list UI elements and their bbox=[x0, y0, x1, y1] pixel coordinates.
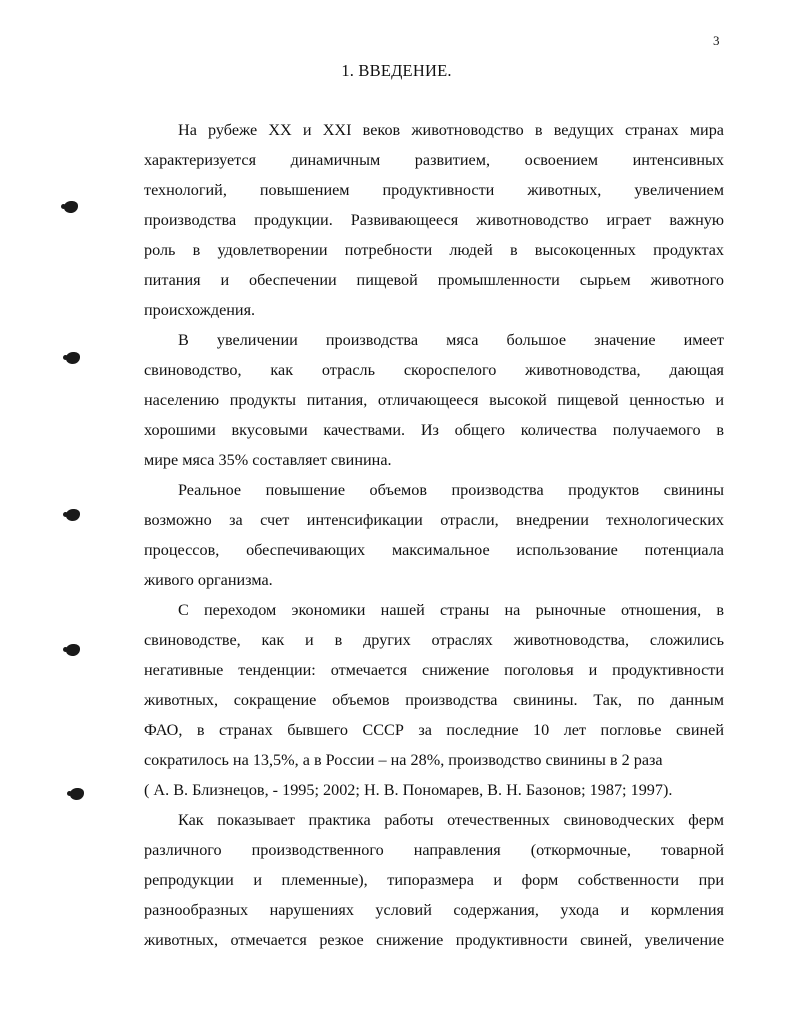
paragraph-1 bbox=[144, 115, 724, 325]
text-line: питания и обеспечении пищевой промышленности сырьем животного bbox=[144, 271, 724, 289]
text-line: хорошими вкусовыми качествами. Из общего количества получаемого в bbox=[144, 421, 724, 439]
text-line: свиноводстве, как и в других отраслях животноводства, сложились bbox=[144, 631, 724, 649]
punch-hole-mark bbox=[64, 201, 78, 213]
text-line: репродукции и племенные), типоразмера и форм собственности при bbox=[144, 871, 724, 889]
text-line: процессов, обеспечивающих максимальное использование потенциала bbox=[144, 541, 724, 559]
page-number: 3 bbox=[713, 33, 720, 48]
text-line: характеризуется динамичным развитием, освоением интенсивных bbox=[144, 151, 724, 169]
page-title: 1. ВВЕДЕНИЕ. bbox=[341, 61, 452, 80]
text-line: разнообразных нарушениях условий содержания, ухода и кормления bbox=[144, 901, 724, 919]
punch-hole-mark bbox=[66, 644, 80, 656]
text-line: свиноводство, как отрасль скороспелого животноводства, дающая bbox=[144, 361, 724, 379]
citation-line: ( А. В. Близнецов, - 1995; 2002; Н. В. Пономарев, В. Н. Базонов; 1987; 1997). bbox=[144, 781, 673, 799]
text-line: сократилось на 13,5%, а в России – на 28%, производство свинины в 2 раза bbox=[144, 751, 663, 769]
text-line: живого организма. bbox=[144, 571, 273, 589]
text-line: животных, отмечается резкое снижение продуктивности свиней, увеличение bbox=[144, 931, 724, 949]
text-line: производства продукции. Развивающееся животноводство играет важную bbox=[144, 211, 724, 229]
text-line: населению продукты питания, отличающееся высокой пищевой ценностью и bbox=[144, 391, 724, 409]
text-line: возможно за счет интенсификации отрасли, внедрении технологических bbox=[144, 511, 724, 529]
paragraph-4 bbox=[144, 595, 724, 805]
paragraph-2 bbox=[144, 325, 724, 475]
text-line: технологий, повышением продуктивности животных, увеличением bbox=[144, 181, 724, 199]
paragraph-3 bbox=[144, 475, 724, 595]
text-line: Как показывает практика работы отечественных свиноводческих ферм bbox=[178, 811, 724, 829]
text-line: С переходом экономики нашей страны на рыночные отношения, в bbox=[178, 601, 724, 619]
punch-hole-mark bbox=[66, 509, 80, 521]
text-line: происхождения. bbox=[144, 301, 256, 319]
body-text bbox=[144, 115, 724, 955]
punch-hole-mark bbox=[70, 788, 84, 800]
text-line: Реальное повышение объемов производства продуктов свинины bbox=[178, 481, 724, 499]
punch-hole-mark bbox=[66, 352, 80, 364]
paragraph-5 bbox=[144, 805, 724, 955]
text-line: различного производственного направления (откормочные, товарной bbox=[144, 841, 724, 859]
text-line: В увеличении производства мяса большое значение имеет bbox=[178, 331, 724, 349]
text-line: животных, сокращение объемов производства свинины. Так, по данным bbox=[144, 691, 724, 709]
text-line: мире мяса 35% составляет свинина. bbox=[144, 451, 392, 469]
text-line: ФАО, в странах бывшего СССР за последние 10 лет погловье свиней bbox=[144, 721, 724, 739]
text-line: роль в удовлетворении потребности людей в высокоценных продуктах bbox=[144, 241, 724, 259]
text-line: негативные тенденции: отмечается снижение поголовья и продуктивности bbox=[144, 661, 724, 679]
text-line: На рубеже XX и XXI веков животноводство в ведущих странах мира bbox=[178, 121, 724, 139]
